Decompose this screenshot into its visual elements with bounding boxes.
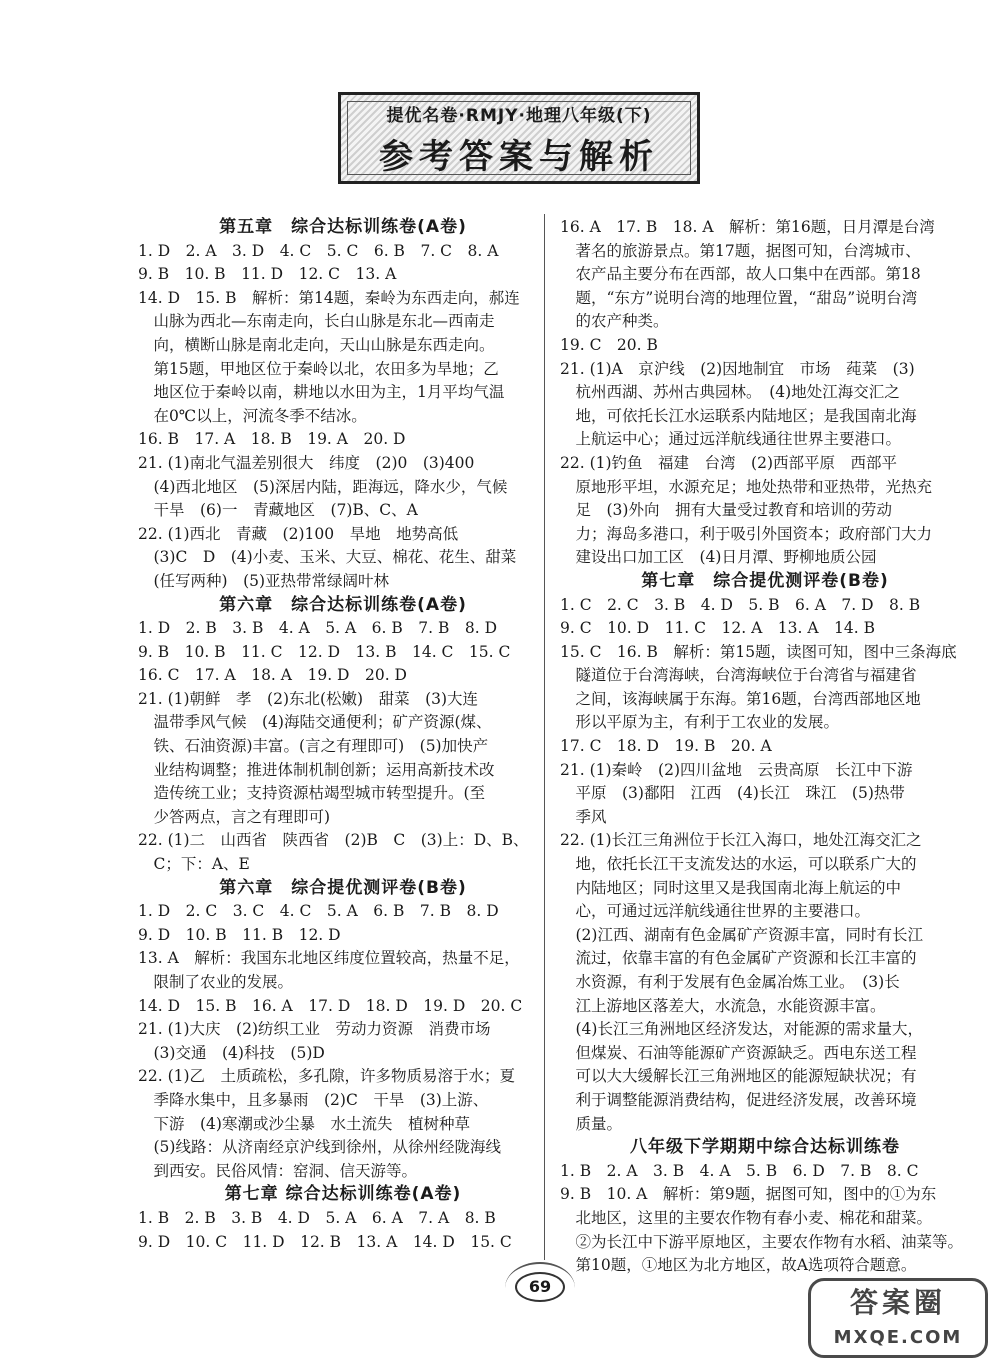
answer-line: (5)线路：从济南经京沪线到徐州，从徐州经陇海线 — [138, 1138, 501, 1157]
answer-line: 干旱 (6)一 青藏地区 (7)B、C、A — [138, 501, 418, 520]
answer-line: 建设出口加工区 (4)日月潭、野柳地质公园 — [560, 548, 877, 567]
answer-line: 14. D 15. B 解析：第14题，秦岭为东西走向，郝连 — [138, 288, 520, 307]
answer-line: 水资源，有利于发展有色金属冶炼工业。 (3)长 — [560, 973, 900, 991]
section-heading: 第六章 综合提优测评卷(B卷) — [219, 877, 467, 898]
answer-line: 少答两点，言之有理即可) — [138, 807, 331, 826]
answer-line: 第10题，①地区为北方地区，故A选项符合题意。 — [560, 1256, 917, 1275]
answer-line: 农产品主要分布在西部，故人口集中在西部。第18 — [560, 265, 921, 284]
answer-line: 21. (1)南北气温差别很大 纬度 (2)0 (3)400 — [138, 453, 475, 472]
answer-line: 季风 — [560, 807, 607, 826]
answer-line: 15. C 16. B 解析：第15题，读图可知，图中三条海底 — [560, 642, 957, 661]
answer-line: 16. C 17. A 18. A 19. D 20. D — [138, 666, 407, 685]
section-heading: 第七章 综合达标训练卷(A卷) — [224, 1184, 462, 1205]
answer-line: 22. (1)西北 青藏 (2)100 旱地 地势高低 — [138, 524, 459, 543]
answer-line: 流过，依靠丰富的有色金属矿产资源和长江丰富的 — [560, 949, 917, 968]
column-divider — [544, 214, 545, 1260]
answer-line: 形以平原为主，有利于工农业的发展。 — [560, 713, 840, 732]
answer-line: 隧道位于台湾海峡，台湾海峡位于台湾省与福建省 — [560, 666, 917, 685]
answer-line: 江上游地区落差大，水流急，水能资源丰富。 — [560, 996, 886, 1015]
answer-line: C；下：A、E — [138, 855, 250, 874]
answer-line: 的农产种类。 — [560, 312, 669, 331]
answer-line: 心，可通过远洋航线通往世界的主要港口。 — [560, 902, 871, 921]
watermark-url: MXQE.COM — [833, 1327, 963, 1348]
answer-line: 1. D 2. A 3. D 4. C 5. C 6. B 7. C 8. A — [138, 241, 499, 260]
answer-line: 季降水集中，且多暴雨 (2)C 干旱 (3)上游、 — [138, 1090, 489, 1109]
answer-line: 之间，该海峡属于东海。第16题，台湾西部地区地 — [560, 689, 921, 708]
answer-line: 到西安。民俗风情：窑洞、信天游等。 — [138, 1161, 418, 1180]
answer-line: (3)交通 (4)科技 (5)D — [138, 1043, 325, 1062]
answer-line: 造传统工业；支持资源枯竭型城市转型提升。(至 — [138, 784, 486, 803]
answer-line: 第15题，甲地区位于秦岭以北，农田多为旱地；乙 — [138, 359, 499, 378]
page-title: 参考答案与解析 — [379, 137, 659, 177]
answer-line: 足 (3)外向 拥有大量受过教育和培训的劳动 — [560, 501, 892, 520]
watermark-text: 答案圈 — [849, 1286, 946, 1319]
answer-line: 限制了农业的发展。 — [138, 973, 294, 991]
answer-line: 1. D 2. B 3. B 4. A 5. A 6. B 7. B 8. D — [138, 619, 498, 638]
book-subtitle: 提优名卷·RMJY·地理八年级(下) — [386, 106, 652, 126]
section-heading: 八年级下学期期中综合达标训练卷 — [630, 1137, 900, 1158]
answer-line: 上航运中心；通过远洋航线通往世界主要港口。 — [560, 430, 902, 449]
answer-line: (任写两种) (5)亚热带常绿阔叶林 — [138, 571, 390, 590]
header-banner — [338, 92, 700, 184]
answer-line: 在0℃以上，河流冬季不结冰。 — [138, 406, 367, 425]
answer-line: 但煤炭、石油等能源矿产资源缺乏。西电东送工程 — [560, 1043, 917, 1062]
answer-line: 可以大大缓解长江三角洲地区的能源短缺状况；有 — [560, 1067, 917, 1086]
page-number: 69 — [515, 1272, 565, 1302]
answer-line: (4)西北地区 (5)深居内陆，距海远，降水少，气候 — [138, 477, 508, 496]
answer-line: 1. B 2. B 3. B 4. D 5. A 6. A 7. A 8. B — [138, 1208, 496, 1227]
answer-line: 铁、石油资源)丰富。(言之有理即可) (5)加快产 — [138, 737, 489, 756]
answer-line: 著名的旅游景点。第17题，据图可知，台湾城市、 — [560, 241, 921, 260]
answer-line: 13. A 解析：我国东北地区纬度位置较高，热量不足， — [138, 949, 520, 968]
answer-line: 地区位于秦岭以南，耕地以水田为主，1月平均气温 — [138, 383, 505, 402]
answer-line: 22. (1)乙 土质疏松，多孔隙，许多物质易溶于水；夏 — [138, 1067, 516, 1086]
answer-line: 地，可依托长江水运联系内陆地区；是我国南北海 — [560, 406, 917, 425]
answer-line: 题，“东方”说明台湾的地理位置，“甜岛”说明台湾 — [560, 288, 918, 307]
answer-line: 利于调整能源消费结构，促进经济发展，改善环境 — [560, 1090, 917, 1109]
answer-line: 地，依托长江干支流发达的水运，可以联系广大的 — [560, 855, 917, 874]
answer-line: 14. D 15. B 16. A 17. D 18. D 19. D 20. C — [138, 996, 523, 1015]
answer-line: 质量。 — [560, 1114, 623, 1133]
answer-line: (2)江西、湖南有色金属矿产资源丰富，同时有长江 — [560, 925, 923, 944]
answer-line: 9. D 10. B 11. B 12. D — [138, 925, 341, 944]
answer-line: 16. B 17. A 18. B 19. A 20. D — [138, 430, 406, 449]
answer-line: 下游 (4)寒潮或沙尘暴 水土流失 植树种草 — [138, 1114, 470, 1133]
answer-line: (4)长江三角洲地区经济发达，对能源的需求量大， — [560, 1020, 923, 1039]
left-column — [138, 216, 548, 1254]
answer-line: 力；海岛多港口，利于吸引外国资本；政府部门大力 — [560, 524, 933, 543]
answer-line: 9. B 10. B 11. C 12. D 13. B 14. C 15. C — [138, 642, 511, 661]
answer-line: 向，横断山脉是南北走向，天山山脉是东西走向。 — [138, 335, 495, 354]
answer-line: 19. C 20. B — [560, 335, 658, 354]
answer-line: ②为长江中下游平原地区，主要农作物有水稻、油菜等。 — [560, 1232, 964, 1251]
answer-line: 温带季风气候 (4)海陆交通便利；矿产资源(煤、 — [138, 713, 492, 732]
answer-line: 9. D 10. C 11. D 12. B 13. A 14. D 15. C — [138, 1232, 512, 1251]
answer-line: 22. (1)长江三角洲位于长江入海口，地处江海交汇之 — [560, 831, 922, 850]
answer-line: 原地形平坦，水源充足；地处热带和亚热带，光热充 — [560, 477, 933, 496]
answer-line: 山脉为西北—东南走向，长白山脉是东北—西南走 — [138, 312, 495, 331]
section-heading: 第六章 综合达标训练卷(A卷) — [219, 594, 467, 615]
answer-line: 9. B 10. B 11. D 12. C 13. A — [138, 265, 397, 284]
answer-line: 1. D 2. C 3. C 4. C 5. A 6. B 7. B 8. D — [138, 902, 499, 921]
answer-line: 22. (1)钓鱼 福建 台湾 (2)西部平原 西部平 — [560, 453, 897, 472]
answer-line: 21. (1)朝鲜 孝 (2)东北(松嫩) 甜菜 (3)大连 — [138, 689, 479, 708]
answer-line: 业结构调整；推进体制机制创新；运用高新技术改 — [138, 760, 495, 779]
answer-line: 21. (1)秦岭 (2)四川盆地 云贵高原 长江中下游 — [560, 760, 913, 779]
answer-line: 内陆地区；同时这里又是我国南北海上航运的中 — [560, 878, 902, 897]
watermark-logo — [808, 1278, 988, 1358]
answer-line: 16. A 17. B 18. A 解析：第16题，日月潭是台湾 — [560, 218, 935, 236]
right-column — [560, 216, 970, 1278]
answer-line: (3)C D (4)小麦、玉米、大豆、棉花、花生、甜菜 — [138, 548, 517, 567]
answer-line: 9. B 10. A 解析：第9题，据图可知，图中的①为东 — [560, 1185, 937, 1204]
answer-line: 1. B 2. A 3. B 4. A 5. B 6. D 7. B 8. C — [560, 1161, 919, 1180]
answer-line: 1. C 2. C 3. B 4. D 5. B 6. A 7. D 8. B — [560, 595, 921, 614]
answer-line: 9. C 10. D 11. C 12. A 13. A 14. B — [560, 619, 876, 638]
answer-line: 北地区，这里的主要农作物有春小麦、棉花和甜菜。 — [560, 1208, 933, 1227]
section-heading: 第七章 综合提优测评卷(B卷) — [641, 570, 889, 591]
section-heading: 第五章 综合达标训练卷(A卷) — [219, 217, 467, 237]
answer-line: 21. (1)大庆 (2)纺织工业 劳动力资源 消费市场 — [138, 1020, 491, 1039]
answer-line: 平原 (3)鄱阳 江西 (4)长江 珠江 (5)热带 — [560, 784, 905, 803]
answer-line: 22. (1)二 山西省 陕西省 (2)B C (3)上：D、B、 — [138, 831, 529, 850]
answer-line: 21. (1)A 京沪线 (2)因地制宜 市场 莼菜 (3) — [560, 359, 915, 378]
answer-line: 杭州西湖、苏州古典园林。 (4)地处江海交汇之 — [560, 383, 900, 402]
answer-line: 17. C 18. D 19. B 20. A — [560, 737, 772, 756]
